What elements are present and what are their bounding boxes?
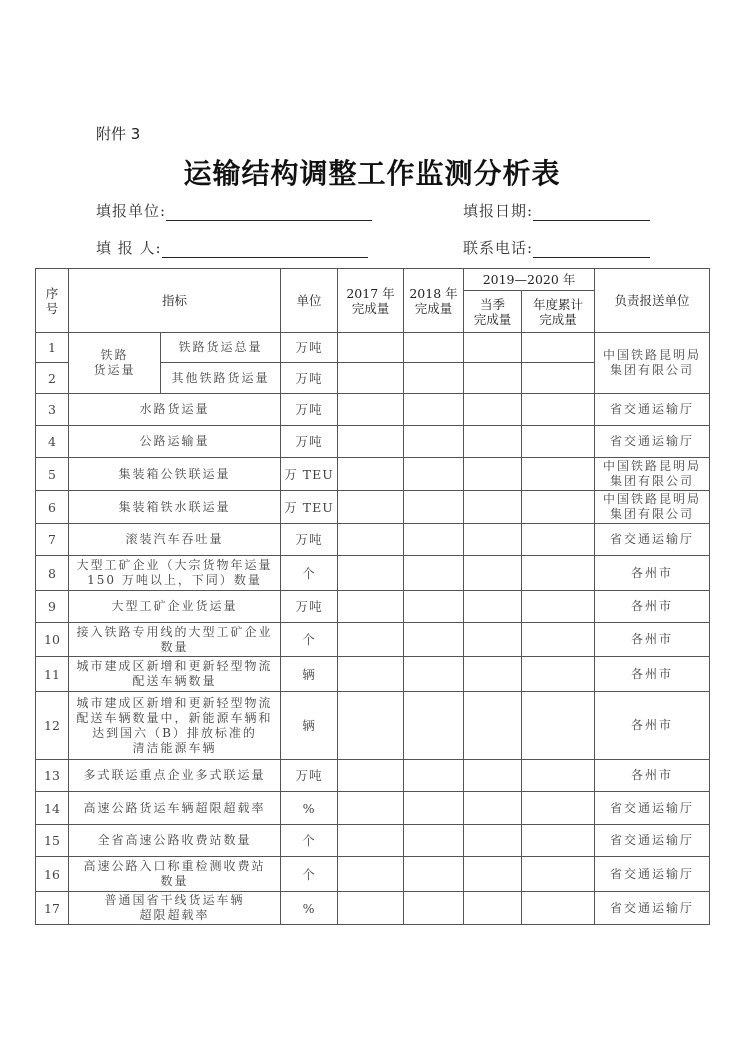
value-2018-cell[interactable] bbox=[404, 657, 464, 692]
row-responsible: 各州市 bbox=[595, 556, 710, 591]
quarter-value-cell[interactable] bbox=[464, 623, 522, 657]
table-row bbox=[36, 524, 710, 556]
page-title: 运输结构调整工作监测分析表 bbox=[183, 157, 561, 190]
quarter-value-cell[interactable] bbox=[464, 426, 522, 458]
row-seq: 12 bbox=[36, 692, 69, 760]
value-2017-cell[interactable] bbox=[338, 491, 404, 524]
value-2017-cell[interactable] bbox=[338, 657, 404, 692]
row-indicator: 公路运输量 bbox=[69, 426, 281, 458]
quarter-value-cell[interactable] bbox=[464, 657, 522, 692]
row-seq: 16 bbox=[36, 857, 69, 892]
table-row bbox=[36, 657, 710, 692]
row-seq: 5 bbox=[36, 458, 69, 491]
phone-label: 联系电话: bbox=[463, 239, 534, 257]
row-indicator: 城市建成区新增和更新轻型物流 配送车辆数量中，新能源车辆和 达到国六（B）排放标准的 清洁能源车辆 bbox=[69, 692, 281, 760]
reporting-date-field bbox=[463, 200, 650, 221]
table-row bbox=[36, 394, 710, 426]
row-indicator: 大型工矿企业货运量 bbox=[69, 591, 281, 623]
quarter-value-cell[interactable] bbox=[464, 458, 522, 491]
cumulative-value-cell[interactable] bbox=[522, 458, 595, 491]
table-row bbox=[36, 333, 710, 363]
reporting-date-input[interactable] bbox=[533, 202, 650, 221]
row-responsible: 省交通运输厅 bbox=[595, 524, 710, 556]
row-indicator: 多式联运重点企业多式联运量 bbox=[69, 760, 281, 792]
table-row bbox=[36, 458, 710, 491]
value-2018-cell[interactable] bbox=[404, 394, 464, 426]
row-unit: 个 bbox=[281, 825, 338, 857]
quarter-value-cell[interactable] bbox=[464, 792, 522, 825]
table-row bbox=[36, 623, 710, 657]
row-indicator: 城市建成区新增和更新轻型物流 配送车辆数量 bbox=[69, 657, 281, 692]
row-unit: 万吨 bbox=[281, 426, 338, 458]
row-seq: 8 bbox=[36, 556, 69, 591]
row-unit: 万吨 bbox=[281, 524, 338, 556]
header-annual-cumulative: 年度累计 完成量 bbox=[522, 291, 595, 333]
value-2018-cell[interactable] bbox=[404, 892, 464, 925]
row-unit: 万 TEU bbox=[281, 458, 338, 491]
quarter-value-cell[interactable] bbox=[464, 760, 522, 792]
header-quarter: 当季 完成量 bbox=[464, 291, 522, 333]
quarter-value-cell[interactable] bbox=[464, 692, 522, 760]
value-2018-cell[interactable] bbox=[404, 591, 464, 623]
cumulative-value-cell[interactable] bbox=[522, 623, 595, 657]
row-indicator: 水路货运量 bbox=[69, 394, 281, 426]
row-indicator: 高速公路货运车辆超限超载率 bbox=[69, 792, 281, 825]
row-seq: 17 bbox=[36, 892, 69, 925]
row-indicator: 集装箱公铁联运量 bbox=[69, 458, 281, 491]
value-2018-cell[interactable] bbox=[404, 426, 464, 458]
row-indicator: 滚装汽车吞吐量 bbox=[69, 524, 281, 556]
cumulative-value-cell[interactable] bbox=[522, 363, 595, 394]
value-2018-cell[interactable] bbox=[404, 760, 464, 792]
row-seq: 14 bbox=[36, 792, 69, 825]
cumulative-value-cell[interactable] bbox=[522, 692, 595, 760]
row-responsible: 中国铁路昆明局 集团有限公司 bbox=[595, 491, 710, 524]
row-seq: 7 bbox=[36, 524, 69, 556]
header-2018-sub: 完成量 bbox=[414, 300, 453, 316]
row-unit: % bbox=[281, 792, 338, 825]
quarter-value-cell[interactable] bbox=[464, 363, 522, 394]
table-row bbox=[36, 892, 710, 925]
header-period-years: 2019—2020 bbox=[482, 272, 559, 287]
row-responsible: 省交通运输厅 bbox=[595, 792, 710, 825]
row-responsible: 省交通运输厅 bbox=[595, 394, 710, 426]
quarter-value-cell[interactable] bbox=[464, 491, 522, 524]
quarter-value-cell[interactable] bbox=[464, 394, 522, 426]
row-responsible: 省交通运输厅 bbox=[595, 426, 710, 458]
value-2018-cell[interactable] bbox=[404, 556, 464, 591]
row-seq: 15 bbox=[36, 825, 69, 857]
header-2018-year: 2018 bbox=[409, 285, 442, 301]
cumulative-value-cell[interactable] bbox=[522, 892, 595, 925]
row-unit: 万吨 bbox=[281, 760, 338, 792]
row-seq: 1 bbox=[36, 333, 69, 363]
value-2017-cell[interactable] bbox=[338, 363, 404, 394]
row-indicator: 普通国省干线货运车辆 超限超载率 bbox=[69, 892, 281, 925]
cumulative-value-cell[interactable] bbox=[522, 524, 595, 556]
row-responsible: 各州市 bbox=[595, 591, 710, 623]
value-2017-cell[interactable] bbox=[338, 458, 404, 491]
value-2017-cell[interactable] bbox=[338, 825, 404, 857]
row-responsible: 省交通运输厅 bbox=[595, 892, 710, 925]
attachment-label: 附件 3 bbox=[96, 125, 141, 143]
value-2017-cell[interactable] bbox=[338, 524, 404, 556]
header-2018 bbox=[404, 269, 464, 333]
value-2018-cell[interactable] bbox=[404, 524, 464, 556]
row-seq: 4 bbox=[36, 426, 69, 458]
row-unit: 辆 bbox=[281, 657, 338, 692]
value-2018-cell[interactable] bbox=[404, 825, 464, 857]
reporting-unit-input[interactable] bbox=[166, 202, 372, 221]
quarter-value-cell[interactable] bbox=[464, 825, 522, 857]
row-unit: 万吨 bbox=[281, 333, 338, 363]
row-unit: 个 bbox=[281, 556, 338, 591]
cumulative-value-cell[interactable] bbox=[522, 857, 595, 892]
row-seq: 13 bbox=[36, 760, 69, 792]
cumulative-value-cell[interactable] bbox=[522, 760, 595, 792]
cumulative-value-cell[interactable] bbox=[522, 792, 595, 825]
row-indicator: 集装箱铁水联运量 bbox=[69, 491, 281, 524]
cumulative-value-cell[interactable] bbox=[522, 394, 595, 426]
value-2017-cell[interactable] bbox=[338, 333, 404, 363]
row-unit: 万吨 bbox=[281, 591, 338, 623]
header-period-suffix: 年 bbox=[562, 272, 576, 287]
quarter-value-cell[interactable] bbox=[464, 556, 522, 591]
row-unit: 万 TEU bbox=[281, 491, 338, 524]
value-2017-cell[interactable] bbox=[338, 792, 404, 825]
monitoring-table bbox=[35, 268, 710, 925]
header-responsible: 负责报送单位 bbox=[595, 269, 710, 333]
row-responsible: 各州市 bbox=[595, 760, 710, 792]
cumulative-value-cell[interactable] bbox=[522, 556, 595, 591]
table-row bbox=[36, 792, 710, 825]
header-row bbox=[36, 269, 710, 291]
row-unit: 万吨 bbox=[281, 394, 338, 426]
row-indicator: 铁路货运总量 bbox=[161, 333, 281, 363]
value-2017-cell[interactable] bbox=[338, 426, 404, 458]
value-2017-cell[interactable] bbox=[338, 556, 404, 591]
table-row bbox=[36, 825, 710, 857]
header-unit: 单位 bbox=[281, 269, 338, 333]
header-period bbox=[464, 269, 595, 291]
cumulative-value-cell[interactable] bbox=[522, 657, 595, 692]
row-responsible: 中国铁路昆明局 集团有限公司 bbox=[595, 458, 710, 491]
header-seq: 序 号 bbox=[36, 269, 69, 333]
phone-input[interactable] bbox=[533, 239, 650, 258]
value-2018-cell[interactable] bbox=[404, 692, 464, 760]
header-2017-year-suffix: 年 bbox=[382, 285, 395, 301]
cumulative-value-cell[interactable] bbox=[522, 825, 595, 857]
value-2018-cell[interactable] bbox=[404, 363, 464, 394]
value-2018-cell[interactable] bbox=[404, 857, 464, 892]
row-unit: 辆 bbox=[281, 692, 338, 760]
row-unit: 万吨 bbox=[281, 363, 338, 394]
quarter-value-cell[interactable] bbox=[464, 591, 522, 623]
row-seq: 2 bbox=[36, 363, 69, 394]
value-2017-cell[interactable] bbox=[338, 857, 404, 892]
table-row bbox=[36, 426, 710, 458]
reporter-field bbox=[96, 237, 368, 258]
reporter-label: 填 报 人: bbox=[96, 239, 162, 257]
header-indicator: 指标 bbox=[69, 269, 281, 333]
header-2017-year: 2017 bbox=[346, 285, 379, 301]
row-seq: 6 bbox=[36, 491, 69, 524]
value-2017-cell[interactable] bbox=[338, 623, 404, 657]
row-unit: % bbox=[281, 892, 338, 925]
row-unit: 个 bbox=[281, 623, 338, 657]
value-2018-cell[interactable] bbox=[404, 458, 464, 491]
row-responsible: 中国铁路昆明局 集团有限公司 bbox=[595, 333, 710, 394]
row-seq: 11 bbox=[36, 657, 69, 692]
cumulative-value-cell[interactable] bbox=[522, 333, 595, 363]
row-indicator: 大型工矿企业（大宗货物年运量 150 万吨以上，下同）数量 bbox=[69, 556, 281, 591]
table-row bbox=[36, 591, 710, 623]
row-indicator: 接入铁路专用线的大型工矿企业 数量 bbox=[69, 623, 281, 657]
quarter-value-cell[interactable] bbox=[464, 333, 522, 363]
row-responsible: 各州市 bbox=[595, 657, 710, 692]
value-2018-cell[interactable] bbox=[404, 623, 464, 657]
rail-group-label: 铁路 货运量 bbox=[69, 333, 161, 394]
value-2018-cell[interactable] bbox=[404, 792, 464, 825]
quarter-value-cell[interactable] bbox=[464, 524, 522, 556]
value-2017-cell[interactable] bbox=[338, 892, 404, 925]
row-responsible: 各州市 bbox=[595, 623, 710, 657]
quarter-value-cell[interactable] bbox=[464, 892, 522, 925]
table-row bbox=[36, 556, 710, 591]
table-row bbox=[36, 692, 710, 760]
row-indicator: 高速公路入口称重检测收费站 数量 bbox=[69, 857, 281, 892]
value-2018-cell[interactable] bbox=[404, 333, 464, 363]
row-responsible: 各州市 bbox=[595, 692, 710, 760]
cumulative-value-cell[interactable] bbox=[522, 591, 595, 623]
table-row bbox=[36, 760, 710, 792]
phone-field bbox=[463, 237, 650, 258]
cumulative-value-cell[interactable] bbox=[522, 426, 595, 458]
value-2017-cell[interactable] bbox=[338, 394, 404, 426]
value-2017-cell[interactable] bbox=[338, 591, 404, 623]
value-2018-cell[interactable] bbox=[404, 491, 464, 524]
row-responsible: 省交通运输厅 bbox=[595, 857, 710, 892]
reporting-unit-label: 填报单位: bbox=[96, 202, 167, 220]
row-indicator: 其他铁路货运量 bbox=[161, 363, 281, 394]
table-row bbox=[36, 491, 710, 524]
value-2017-cell[interactable] bbox=[338, 760, 404, 792]
value-2017-cell[interactable] bbox=[338, 692, 404, 760]
row-seq: 10 bbox=[36, 623, 69, 657]
header-2017-sub: 完成量 bbox=[351, 300, 390, 316]
row-unit: 个 bbox=[281, 857, 338, 892]
header-2018-year-suffix: 年 bbox=[445, 285, 458, 301]
cumulative-value-cell[interactable] bbox=[522, 491, 595, 524]
reporting-date-label: 填报日期: bbox=[463, 202, 534, 220]
header-2017 bbox=[338, 269, 404, 333]
row-indicator: 全省高速公路收费站数量 bbox=[69, 825, 281, 857]
row-seq: 9 bbox=[36, 591, 69, 623]
reporting-unit-field bbox=[96, 200, 372, 221]
quarter-value-cell[interactable] bbox=[464, 857, 522, 892]
reporter-input[interactable] bbox=[162, 239, 368, 258]
row-responsible: 省交通运输厅 bbox=[595, 825, 710, 857]
row-seq: 3 bbox=[36, 394, 69, 426]
table-row bbox=[36, 857, 710, 892]
